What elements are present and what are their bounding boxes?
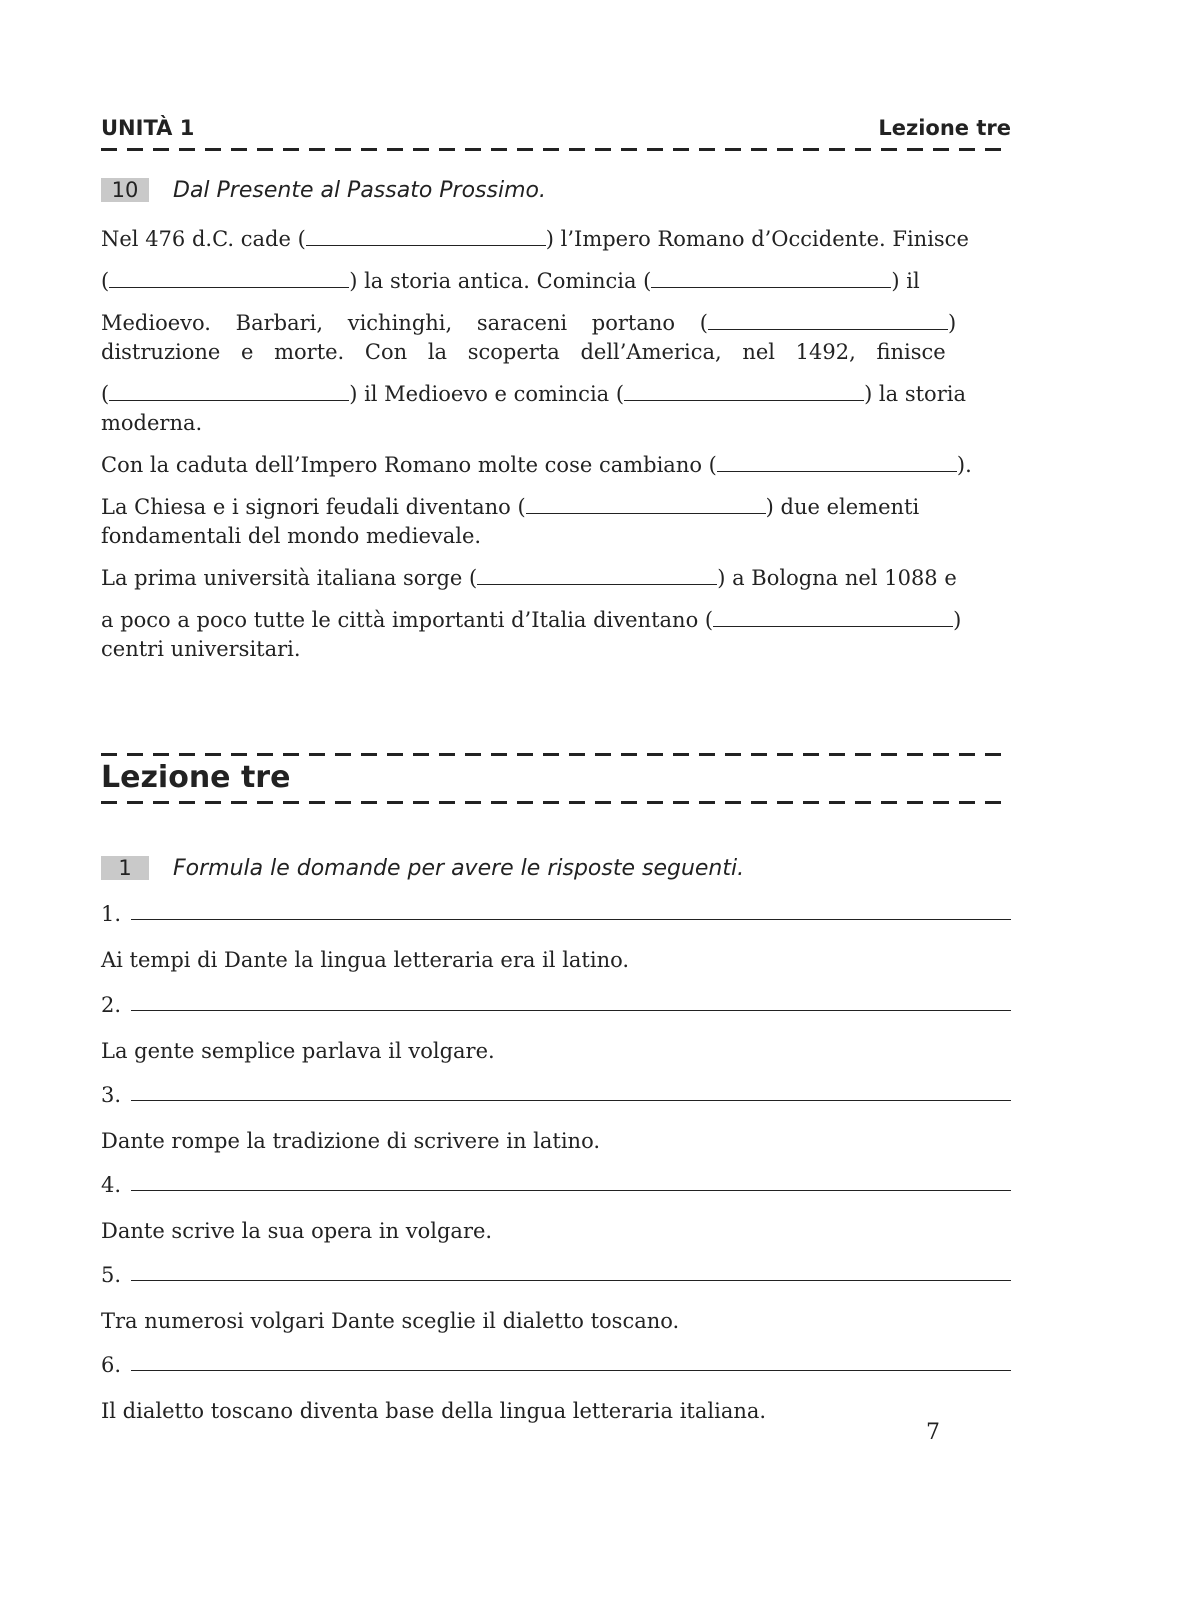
text-segment: ) [947, 311, 957, 335]
text-segment: ) l’Impero Romano d’Occidente. Finisce [545, 227, 969, 251]
text-line [101, 225, 1011, 253]
question-blank[interactable] [131, 1009, 1011, 1011]
question-number: 6. [101, 1353, 122, 1377]
answer-blank[interactable] [306, 227, 546, 246]
text-line [101, 564, 1011, 592]
workbook-page [101, 0, 1011, 1604]
text-segment: La prima università italiana sorge ( [101, 566, 478, 590]
text-segment: ) [953, 608, 962, 632]
text-segment: ) il [891, 269, 920, 293]
question-number: 4. [101, 1173, 122, 1197]
question-number: 3. [101, 1083, 122, 1107]
page-number: 7 [926, 1420, 940, 1445]
answer-text: La gente semplice parlava il volgare. [101, 1039, 495, 1063]
exercise-number-badge: 1 [101, 856, 149, 880]
answer-blank[interactable] [477, 566, 717, 585]
exercise-1-heading [101, 853, 744, 883]
text-segment: Nel 476 d.C. cade ( [101, 227, 306, 251]
section-title: Lezione tre [101, 760, 291, 795]
answer-text: Il dialetto toscano diventa base della lingua letteraria italiana. [101, 1399, 767, 1423]
exercise-10-heading [101, 175, 546, 205]
text-segment: ) il Medioevo e comincia ( [349, 382, 625, 406]
text-segment: ) a Bologna nel 1088 e [717, 566, 957, 590]
question-line [101, 1173, 1011, 1197]
section-bottom-dashed-divider [101, 801, 1011, 804]
answer-blank[interactable] [708, 311, 948, 330]
answer-blank[interactable] [109, 269, 349, 288]
text-segment: Con la caduta dell’Impero Romano molte cose cambiano ( [101, 453, 717, 477]
exercise-number-badge: 10 [101, 178, 149, 202]
text-line: moderna. [101, 411, 203, 435]
answer-blank[interactable] [651, 269, 891, 288]
answer-blank[interactable] [526, 495, 766, 514]
text-line [101, 606, 1011, 634]
lesson-label: Lezione tre [878, 116, 1011, 140]
text-segment: ) la storia antica. Comincia ( [349, 269, 652, 293]
answer-blank[interactable] [109, 382, 349, 401]
text-line [101, 451, 1011, 479]
answer-text: Dante rompe la tradizione di scrivere in latino. [101, 1129, 601, 1153]
question-line [101, 993, 1011, 1017]
text-line [101, 309, 1011, 337]
question-line [101, 902, 1011, 926]
text-segment: ) due elementi [765, 495, 920, 519]
text-line: fondamentali del mondo medievale. [101, 524, 482, 548]
text-line: centri universitari. [101, 637, 301, 661]
text-segment: ( [101, 382, 110, 406]
text-segment: a poco a poco tutte le città importanti d’Italia diventano ( [101, 608, 714, 632]
question-line [101, 1263, 1011, 1287]
answer-text: Dante scrive la sua opera in volgare. [101, 1219, 493, 1243]
exercise-title: Dal Presente al Passato Prossimo. [173, 177, 546, 203]
text-segment: ) la storia [864, 382, 966, 406]
unit-label: UNITÀ 1 [101, 116, 195, 140]
section-top-dashed-divider [101, 753, 1011, 756]
question-blank[interactable] [131, 918, 1011, 920]
text-line [101, 493, 1011, 521]
exercise-title: Formula le domande per avere le risposte seguenti. [173, 855, 745, 881]
question-number: 2. [101, 993, 122, 1017]
answer-blank[interactable] [717, 453, 957, 472]
question-blank[interactable] [131, 1279, 1011, 1281]
question-line [101, 1083, 1011, 1107]
text-line: distruzione e morte. Con la scoperta dell’America, nel 1492, finisce [101, 340, 946, 364]
answer-text: Tra numerosi volgari Dante sceglie il dialetto toscano. [101, 1309, 680, 1333]
question-blank[interactable] [131, 1189, 1011, 1191]
text-segment: ( [101, 269, 110, 293]
answer-blank[interactable] [624, 382, 864, 401]
answer-text: Ai tempi di Dante la lingua letteraria era il latino. [101, 948, 630, 972]
question-line [101, 1353, 1011, 1377]
answer-blank[interactable] [713, 608, 953, 627]
page-header [101, 116, 1011, 152]
text-segment: ). [956, 453, 972, 477]
question-number: 5. [101, 1263, 122, 1287]
text-segment: La Chiesa e i signori feudali diventano ( [101, 495, 526, 519]
text-line [101, 267, 1011, 295]
question-blank[interactable] [131, 1099, 1011, 1101]
text-line [101, 380, 1011, 408]
question-number: 1. [101, 902, 122, 926]
header-dashed-divider [101, 148, 1011, 151]
question-blank[interactable] [131, 1369, 1011, 1371]
text-segment: Medioevo. Barbari, vichinghi, saraceni portano ( [101, 311, 708, 335]
